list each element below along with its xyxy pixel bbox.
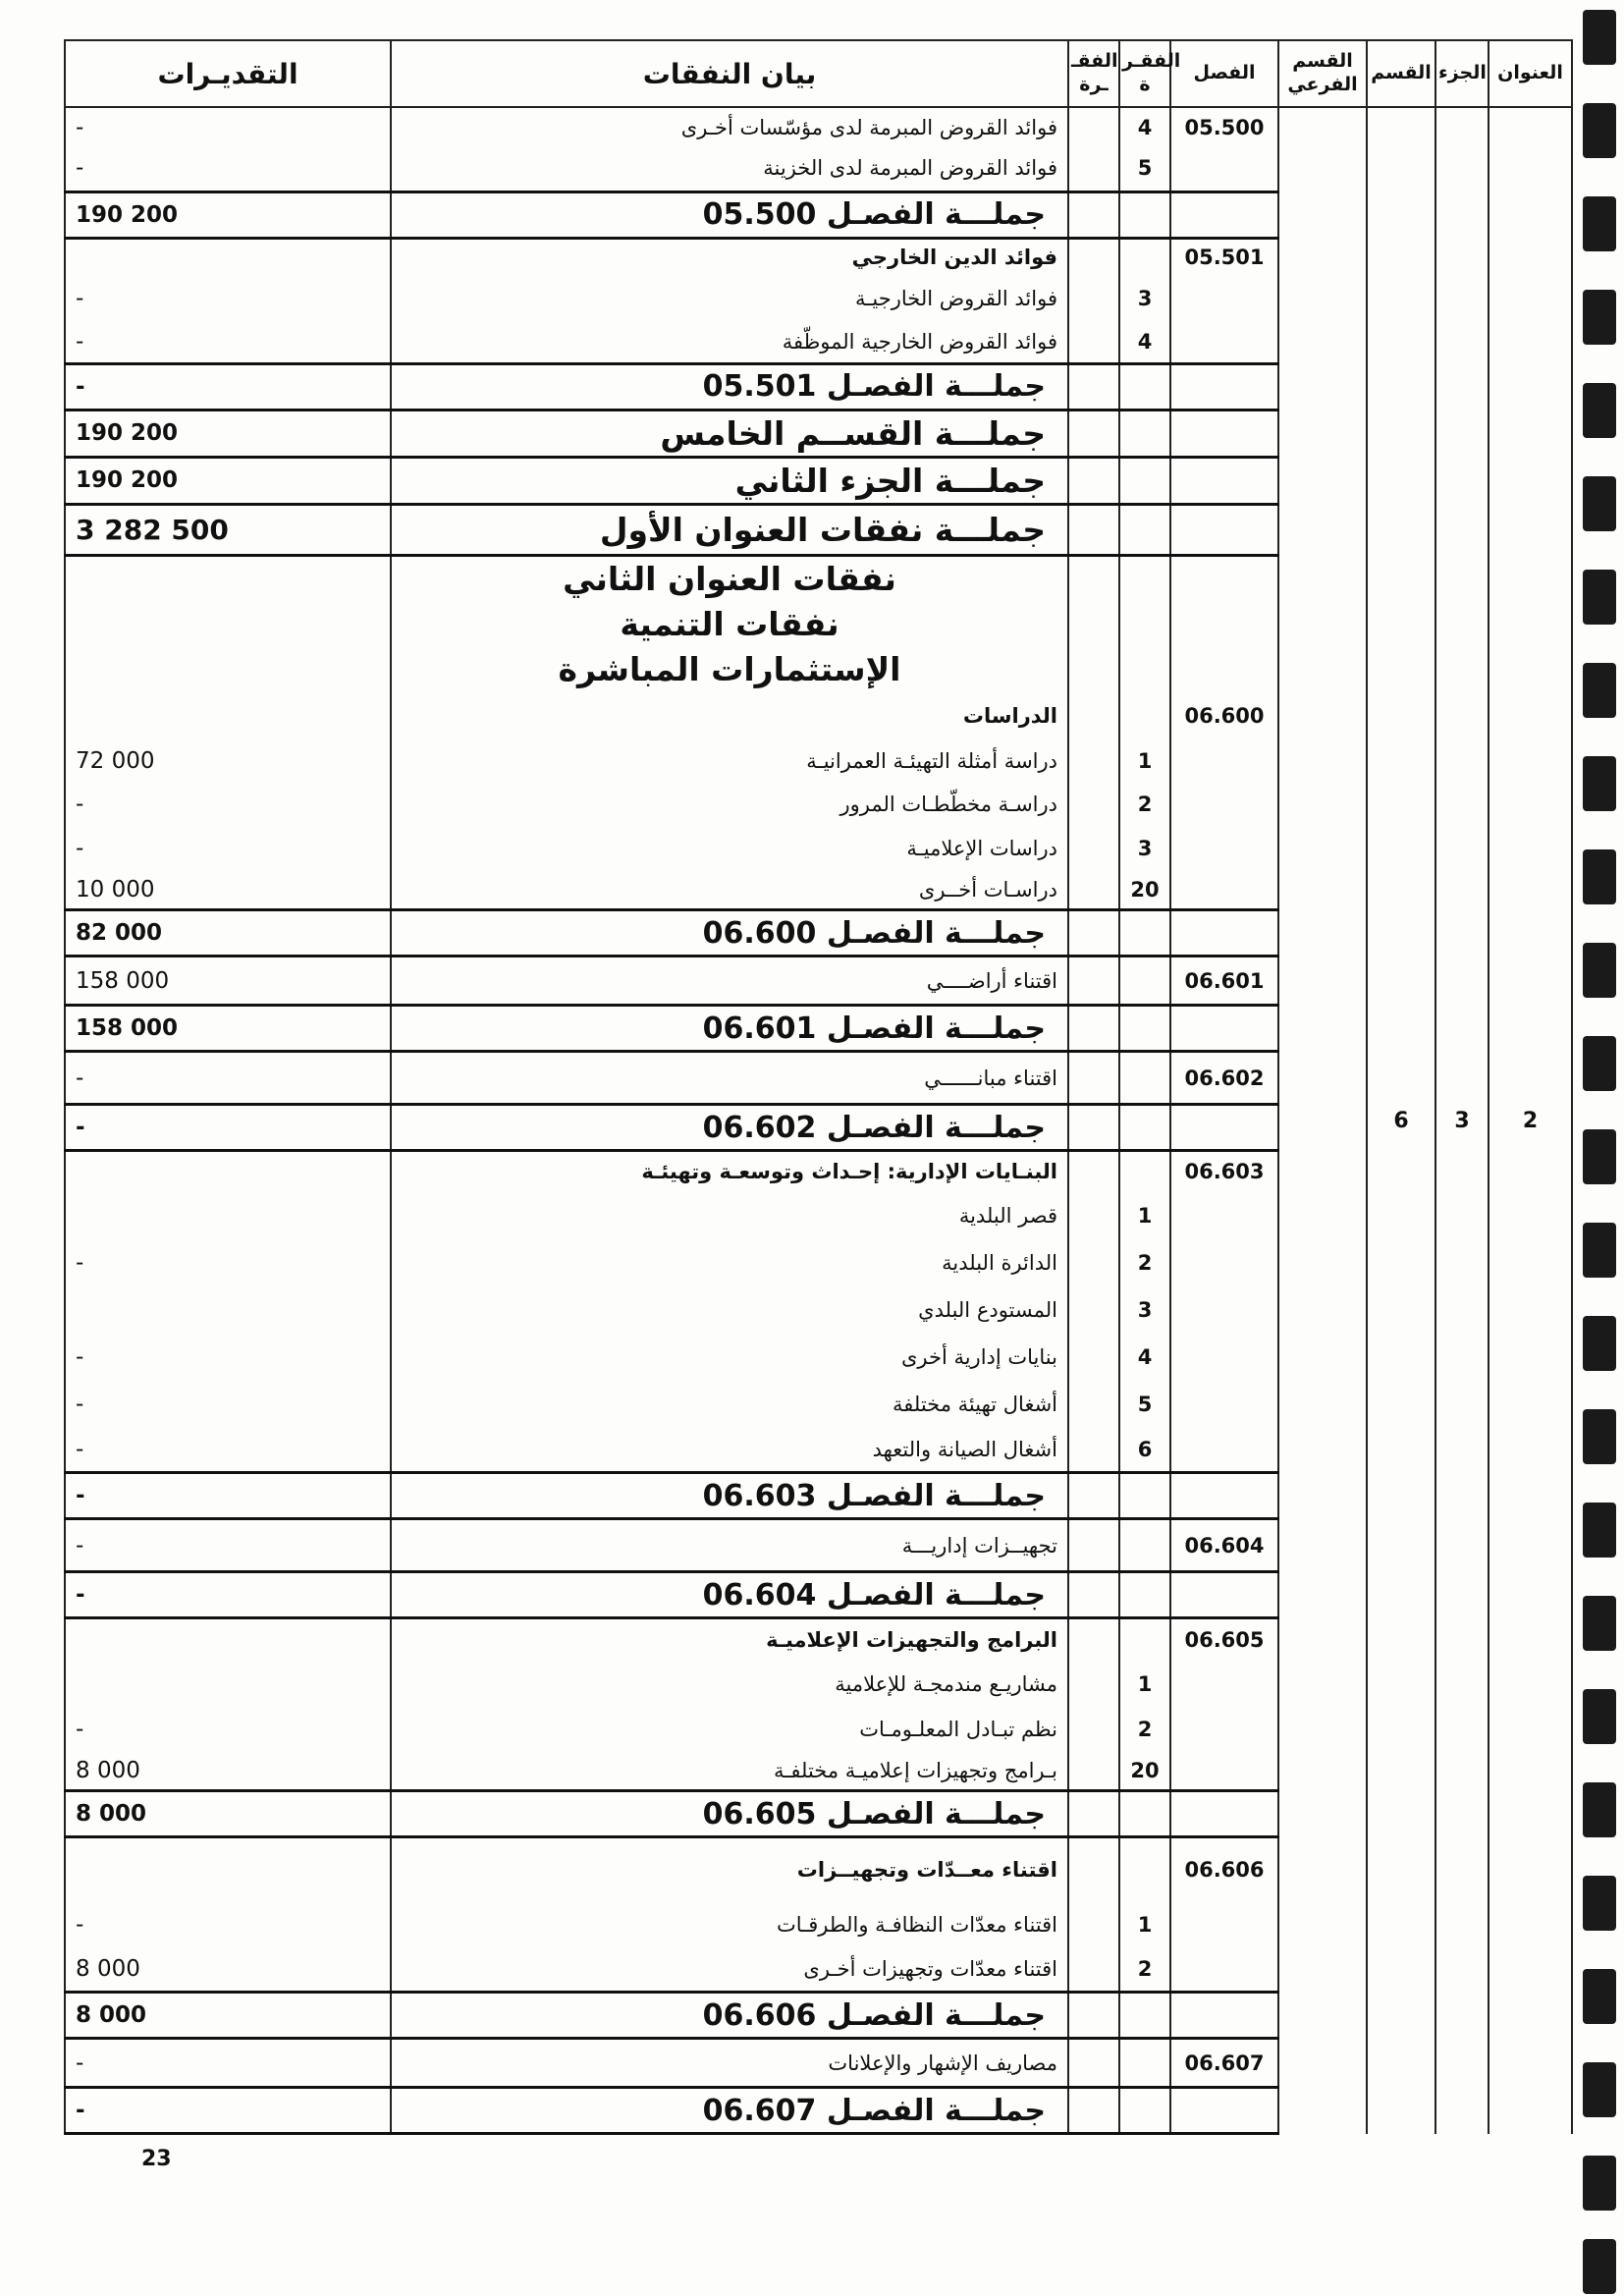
header-title: العنوان <box>1489 40 1572 107</box>
estimate-cell: 82 000 <box>65 910 391 957</box>
estimate-cell: 10 000 <box>65 871 391 910</box>
estimate-cell <box>65 1286 391 1334</box>
article-cell: 4 <box>1119 322 1170 363</box>
description-cell: البرامج والتجهيزات الإعلاميـة <box>391 1618 1068 1662</box>
chapter-cell: 06.607 <box>1170 2039 1278 2088</box>
part-code: 3 <box>1435 107 1489 2134</box>
description-cell: فوائد القروض المبرمة لدى الخزينة <box>391 146 1068 191</box>
estimate-cell: - <box>65 322 391 363</box>
article-cell: 3 <box>1119 275 1170 322</box>
section-heading: الإستثمارات المباشرة <box>391 647 1068 692</box>
description-cell: جملـــة الجزء الثاني <box>391 457 1068 504</box>
description-cell: اقتناء أراضــــي <box>391 957 1068 1006</box>
article-cell: 2 <box>1119 1947 1170 1993</box>
description-cell: اقتناء مبانــــــي <box>391 1052 1068 1105</box>
estimate-cell <box>65 238 391 275</box>
description-cell: جملـــة الفصـل 06.605 <box>391 1791 1068 1837</box>
estimate-cell: 190 200 <box>65 457 391 504</box>
estimate-cell: - <box>65 1052 391 1105</box>
estimate-cell: - <box>65 1519 391 1572</box>
article-cell: 1 <box>1119 1662 1170 1707</box>
header-estimates: التقديـرات <box>65 40 391 107</box>
description-cell: فوائد القروض المبرمة لدى مؤسّسات أخـرى <box>391 107 1068 146</box>
estimate-cell <box>65 1192 391 1239</box>
description-cell: دراسـات أخــرى <box>391 871 1068 910</box>
estimate-cell <box>65 1662 391 1707</box>
article-cell: 1 <box>1119 1192 1170 1239</box>
description-cell: تجهيــزات إداريـــة <box>391 1519 1068 1572</box>
binding-hole <box>1583 943 1616 998</box>
article-cell: 6 <box>1119 1428 1170 1473</box>
article-cell: 20 <box>1119 1752 1170 1791</box>
binding-hole <box>1583 1223 1616 1278</box>
description-cell: اقتناء معدّات وتجهيزات أخـرى <box>391 1947 1068 1993</box>
header-article: الفقـر ة <box>1119 40 1170 107</box>
binding-hole <box>1583 1969 1616 2024</box>
estimate-cell: 190 200 <box>65 410 391 457</box>
estimate-cell: - <box>65 2088 391 2134</box>
estimate-cell: - <box>65 1428 391 1473</box>
estimate-cell: - <box>65 1572 391 1618</box>
binding-hole <box>1583 1689 1616 1744</box>
chapter-cell: 06.600 <box>1170 692 1278 739</box>
description-cell: جملـــة القســم الخامس <box>391 410 1068 457</box>
section-heading: نفقات العنوان الثاني <box>391 555 1068 602</box>
description-cell: أشغال تهيئة مختلفة <box>391 1381 1068 1428</box>
chapter-cell <box>1170 146 1278 191</box>
section-heading: نفقات التنمية <box>391 602 1068 647</box>
binding-hole <box>1583 1036 1616 1091</box>
description-cell: فوائد القروض الخارجية الموظّفة <box>391 322 1068 363</box>
description-cell: قصر البلدية <box>391 1192 1068 1239</box>
spiral-binding <box>1573 0 1624 2296</box>
article-cell: 2 <box>1119 1707 1170 1752</box>
chapter-cell: 06.603 <box>1170 1151 1278 1192</box>
binding-hole <box>1583 1129 1616 1184</box>
description-cell: اقتناء معــدّات وتجهيــزات <box>391 1837 1068 1902</box>
binding-hole <box>1583 196 1616 251</box>
description-cell: بنايات إدارية أخرى <box>391 1334 1068 1381</box>
description-cell: فوائد الدين الخارجي <box>391 238 1068 275</box>
estimate-cell: - <box>65 1707 391 1752</box>
estimate-cell: - <box>65 107 391 146</box>
estimate-cell: 8 000 <box>65 1947 391 1993</box>
binding-hole <box>1583 383 1616 438</box>
article-cell: 4 <box>1119 107 1170 146</box>
binding-hole <box>1583 1503 1616 1558</box>
description-cell: فوائد القروض الخارجيـة <box>391 275 1068 322</box>
binding-hole <box>1583 1409 1616 1464</box>
estimate-cell: 3 282 500 <box>65 504 391 555</box>
estimate-cell: 158 000 <box>65 957 391 1006</box>
estimate-cell: - <box>65 146 391 191</box>
binding-hole <box>1583 1876 1616 1931</box>
description-cell: جملـــة الفصـل 06.606 <box>391 1993 1068 2039</box>
header-chapter: الفصل <box>1170 40 1278 107</box>
binding-hole <box>1583 2239 1616 2294</box>
estimate-cell: - <box>65 783 391 826</box>
header-paragraph: الفقـ ـرة <box>1068 40 1119 107</box>
description-cell: مشاريـع مندمجـة للإعلامية <box>391 1662 1068 1707</box>
budget-table <box>64 39 1573 2135</box>
chapter-cell: 06.601 <box>1170 957 1278 1006</box>
header-part: الجزء <box>1435 40 1489 107</box>
description-cell: أشغال الصيانة والتعهد <box>391 1428 1068 1473</box>
table-header <box>65 40 1572 107</box>
description-cell: جملـــة الفصـل 06.602 <box>391 1105 1068 1151</box>
description-cell: الدراسات <box>391 692 1068 739</box>
estimate-cell: 8 000 <box>65 1993 391 2039</box>
estimate-cell: - <box>65 1334 391 1381</box>
description-cell: نظم تبـادل المعلـومـات <box>391 1707 1068 1752</box>
article-cell: 1 <box>1119 739 1170 783</box>
description-cell: جملـــة الفصـل 06.607 <box>391 2088 1068 2134</box>
description-cell: مصاريف الإشهار والإعلانات <box>391 2039 1068 2088</box>
binding-hole <box>1583 476 1616 531</box>
description-cell: دراسـة مخطّطـات المرور <box>391 783 1068 826</box>
section-code: 6 <box>1367 107 1435 2134</box>
article-cell: 2 <box>1119 783 1170 826</box>
article-cell: 20 <box>1119 871 1170 910</box>
article-cell: 5 <box>1119 1381 1170 1428</box>
description-cell: البنـايات الإدارية: إحـداث وتوسعـة وتهيئـة <box>391 1151 1068 1192</box>
article-cell: 3 <box>1119 1286 1170 1334</box>
article-cell: 1 <box>1119 1902 1170 1947</box>
binding-hole <box>1583 1596 1616 1651</box>
binding-hole <box>1583 290 1616 345</box>
estimate-cell: 72 000 <box>65 739 391 783</box>
description-cell: بـرامج وتجهيزات إعلاميـة مختلفـة <box>391 1752 1068 1791</box>
estimate-cell: - <box>65 1381 391 1428</box>
description-cell: جملـــة الفصـل 05.501 <box>391 363 1068 410</box>
article-cell: 4 <box>1119 1334 1170 1381</box>
header-subsection: القسم الفرعي <box>1278 40 1367 107</box>
estimate-cell: - <box>65 363 391 410</box>
estimate-cell: - <box>65 1473 391 1519</box>
description-cell: جملـــة الفصـل 06.601 <box>391 1006 1068 1052</box>
estimate-cell: - <box>65 1105 391 1151</box>
chapter-cell: 06.602 <box>1170 1052 1278 1105</box>
description-cell: جملـــة الفصـل 06.604 <box>391 1572 1068 1618</box>
header-description: بيان النفقات <box>391 40 1068 107</box>
binding-hole <box>1583 103 1616 158</box>
estimate-cell: - <box>65 826 391 871</box>
binding-hole <box>1583 10 1616 65</box>
description-cell: جملـــة نفقات العنوان الأول <box>391 504 1068 555</box>
description-cell: اقتناء معدّات النظافـة والطرقـات <box>391 1902 1068 1947</box>
binding-hole <box>1583 1782 1616 1837</box>
chapter-cell: 05.500 <box>1170 107 1278 146</box>
estimate-cell: 8 000 <box>65 1752 391 1791</box>
estimate-cell: 190 200 <box>65 191 391 238</box>
binding-hole <box>1583 570 1616 625</box>
article-cell: 5 <box>1119 146 1170 191</box>
page-number: 23 <box>141 2147 172 2171</box>
binding-hole <box>1583 1316 1616 1371</box>
binding-hole <box>1583 663 1616 718</box>
estimate-cell: 8 000 <box>65 1791 391 1837</box>
binding-hole <box>1583 756 1616 811</box>
description-cell: جملـــة الفصـل 06.603 <box>391 1473 1068 1519</box>
table-row <box>65 107 1572 146</box>
article-cell: 3 <box>1119 826 1170 871</box>
chapter-cell: 06.606 <box>1170 1837 1278 1902</box>
title-code: 2 <box>1489 107 1572 2134</box>
estimate-cell: - <box>65 1239 391 1286</box>
chapter-cell: 06.604 <box>1170 1519 1278 1572</box>
binding-hole <box>1583 849 1616 904</box>
estimate-cell: - <box>65 2039 391 2088</box>
estimate-cell: - <box>65 1902 391 1947</box>
description-cell: المستودع البلدي <box>391 1286 1068 1334</box>
chapter-cell: 06.605 <box>1170 1618 1278 1662</box>
description-cell: جملـــة الفصـل 05.500 <box>391 191 1068 238</box>
chapter-cell: 05.501 <box>1170 238 1278 275</box>
description-cell: جملـــة الفصـل 06.600 <box>391 910 1068 957</box>
estimate-cell: 158 000 <box>65 1006 391 1052</box>
description-cell: الدائرة البلدية <box>391 1239 1068 1286</box>
article-cell: 2 <box>1119 1239 1170 1286</box>
description-cell: دراسات الإعلاميـة <box>391 826 1068 871</box>
binding-hole <box>1583 2062 1616 2117</box>
binding-hole <box>1583 2156 1616 2211</box>
estimate-cell: - <box>65 275 391 322</box>
subsection-column <box>1278 107 1367 2134</box>
header-section: القسم <box>1367 40 1435 107</box>
description-cell: دراسة أمثلة التهيئـة العمرانيـة <box>391 739 1068 783</box>
